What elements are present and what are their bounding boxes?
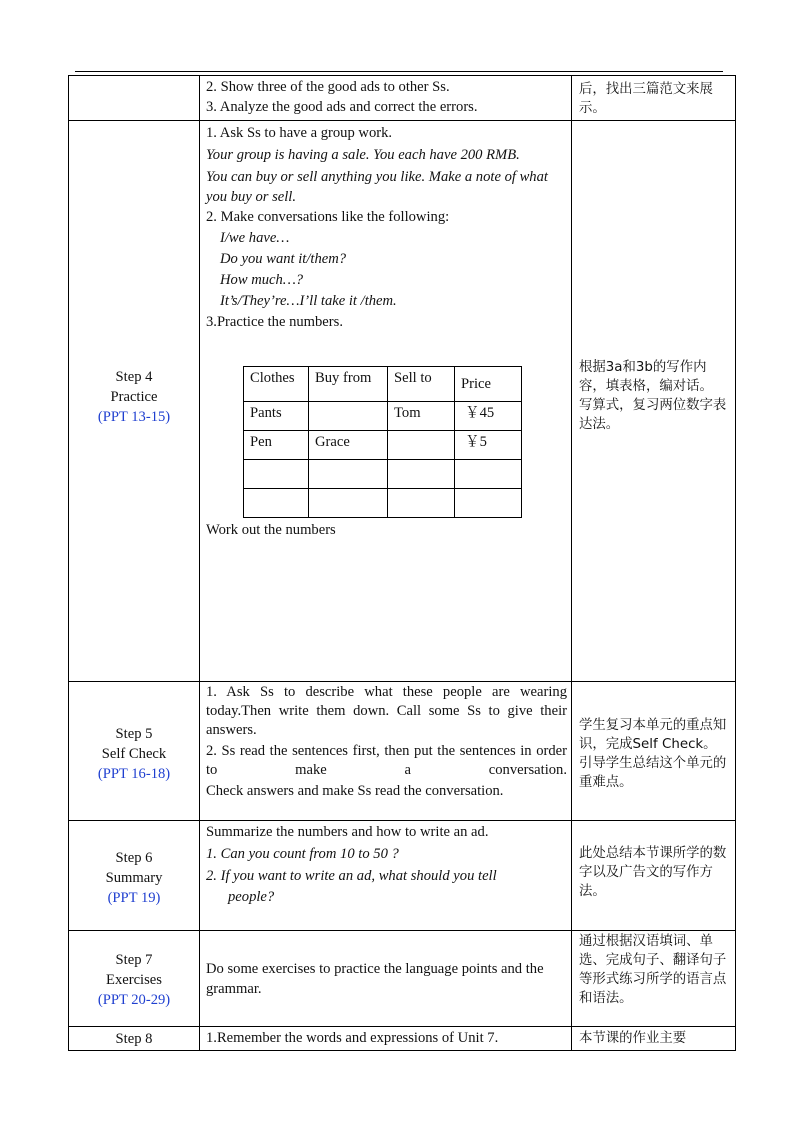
content-line: How much…?: [220, 272, 304, 288]
content-line: 2. Make conversations like the following:: [206, 209, 450, 225]
content-line: Do some exercises to practice the language points and the grammar.: [206, 960, 544, 997]
sales-table-header: [244, 367, 522, 402]
note-cell: [572, 931, 736, 1027]
content-cell: [200, 76, 572, 121]
table-cell: [309, 460, 388, 489]
step-cell: [69, 821, 200, 931]
note-text: 此处总结本节课所学的数字以及广告文的写作方法。: [579, 846, 727, 899]
step-subtitle: Practice: [110, 389, 158, 405]
step-cell: [69, 121, 200, 682]
step-title: Step 5: [115, 726, 153, 742]
table-cell: [244, 460, 309, 489]
table-row: [69, 1027, 736, 1051]
content-cell: [200, 931, 572, 1027]
step-cell: [69, 1027, 200, 1051]
table-cell: [309, 402, 388, 431]
content-cell: [200, 821, 572, 931]
content-line: people?: [228, 889, 275, 905]
sales-table-row: [244, 431, 522, 460]
table-cell: [388, 431, 455, 460]
note-text: 根据3a和3b的写作内容，填表格，编对话。 写算式，复习两位数字表达法。: [579, 360, 727, 432]
step-subtitle: Exercises: [106, 971, 162, 988]
content-line: I/we have…: [220, 230, 290, 246]
content-line: Your group is having a sale. You each have 200 RMB.: [206, 147, 520, 163]
lesson-plan-table: [68, 75, 736, 1051]
table-cell: [455, 489, 522, 518]
content-line: Work out the numbers: [206, 522, 336, 538]
table-cell: [388, 460, 455, 489]
header-cell: Price: [455, 367, 522, 402]
note-text: 学生复习本单元的重点知识，完成Self Check。引导学生总结这个单元的重难点。: [579, 718, 727, 790]
table-cell: [455, 460, 522, 489]
table-cell: Pen: [244, 431, 309, 460]
step-subtitle: Self Check: [101, 746, 167, 762]
note-text: 后，找出三篇范文来展示。: [579, 82, 713, 116]
table-cell: Grace: [309, 431, 388, 460]
step-cell: [69, 931, 200, 1027]
step-ppt-range: (PPT 19): [107, 889, 161, 906]
table-cell: [244, 489, 309, 518]
content-line: It’s/They’re…I’ll take it /them.: [220, 293, 397, 309]
sales-table-row: [244, 489, 522, 518]
table-row: [69, 682, 736, 821]
content-cell: [200, 121, 572, 682]
note-cell: [572, 682, 736, 821]
table-cell: Pants: [244, 402, 309, 431]
content-line: 1. Ask Ss to describe what these people are wearing today.Then write them down. Call some Ss to give their answers.: [206, 684, 567, 738]
header-cell: Clothes: [244, 367, 309, 402]
step-ppt-range: (PPT 16-18): [97, 766, 171, 782]
content-line: Do you want it/them?: [220, 251, 347, 267]
content-line: 1. Ask Ss to have a group work.: [206, 125, 393, 141]
table-cell: [388, 489, 455, 518]
table-cell: ￥45: [455, 402, 522, 431]
note-text: 通过根据汉语填词、单选、完成句子、翻译句子等形式练习所学的语言点和语法。: [579, 934, 727, 1006]
table-row: [69, 76, 736, 121]
step-title: Step 8: [115, 1030, 153, 1047]
table-cell: [309, 489, 388, 518]
header-cell: Buy from: [309, 367, 388, 402]
content-line: Summarize the numbers and how to write an ad.: [206, 824, 489, 840]
content-line: 2. If you want to write an ad, what should you tell: [206, 868, 497, 884]
content-line: 2. Ss read the sentences first, then put the sentences in order to make a conversation.: [206, 743, 567, 778]
note-cell: [572, 1027, 736, 1051]
table-cell: ￥5: [455, 431, 522, 460]
step-cell: [69, 682, 200, 821]
table-row: [69, 821, 736, 931]
table-cell: Tom: [388, 402, 455, 431]
step-subtitle: Summary: [105, 869, 163, 886]
note-cell: [572, 821, 736, 931]
step-cell: [69, 76, 200, 121]
sales-table-row: [244, 402, 522, 431]
note-cell: [572, 76, 736, 121]
step-ppt-range: (PPT 20-29): [97, 991, 171, 1008]
content-line: You can buy or sell anything you like. Make a note of what you buy or sell.: [206, 169, 548, 205]
content-cell: [200, 1027, 572, 1051]
content-line: 1. Can you count from 10 to 50 ?: [206, 846, 399, 862]
note-cell: [572, 121, 736, 682]
header-rule: [75, 71, 723, 72]
header-cell: Sell to: [388, 367, 455, 402]
note-text: 本节课的作业主要: [579, 1031, 687, 1046]
table-row: [69, 121, 736, 682]
table-row: [69, 931, 736, 1027]
step-ppt-range: (PPT 13-15): [97, 409, 171, 425]
sales-table: [243, 366, 522, 518]
content-line: Check answers and make Ss read the conversation.: [206, 783, 504, 799]
content-line: 3. Analyze the good ads and correct the errors.: [206, 99, 478, 115]
content-line: 3.Practice the numbers.: [206, 314, 343, 330]
sales-table-row: [244, 460, 522, 489]
content-cell: [200, 682, 572, 821]
step-title: Step 4: [115, 369, 153, 385]
content-line: 1.Remember the words and expressions of Unit 7.: [206, 1030, 499, 1046]
content-line: 2. Show three of the good ads to other Ss.: [206, 79, 450, 95]
step-title: Step 7: [115, 951, 153, 968]
step-title: Step 6: [115, 849, 153, 866]
